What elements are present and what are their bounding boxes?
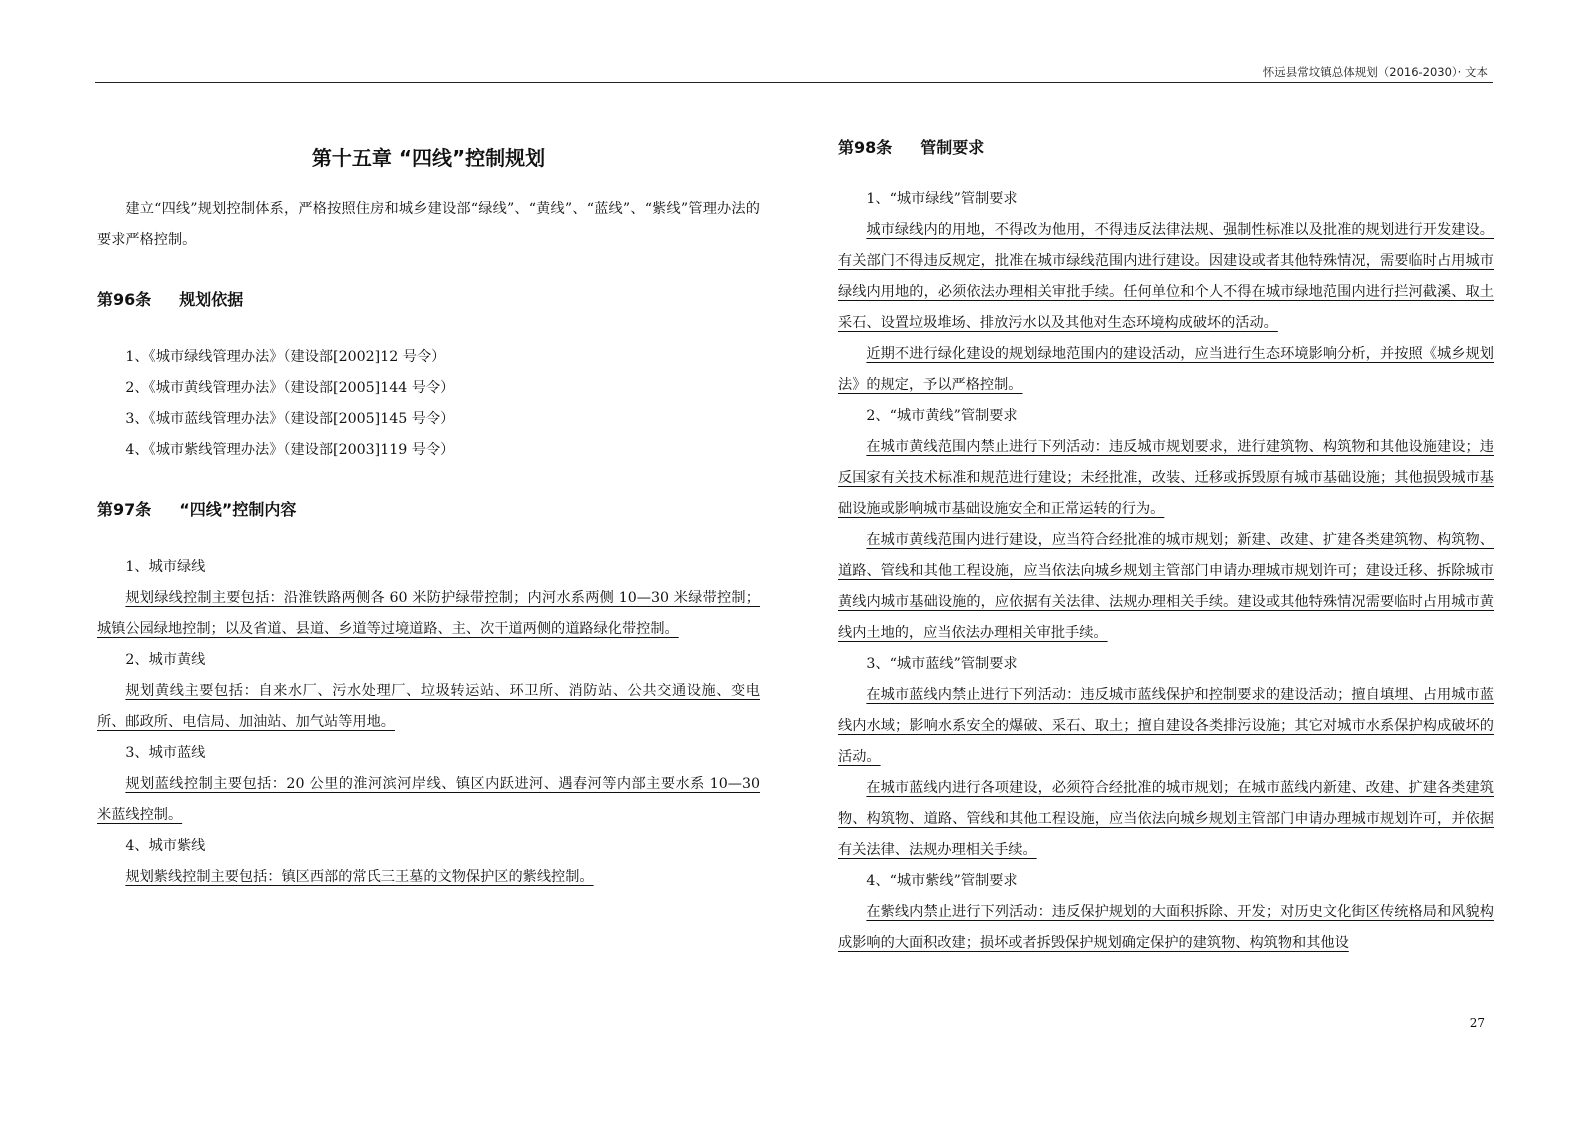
purple-line-label: 4、城市紫线 bbox=[125, 838, 206, 854]
left-column bbox=[97, 138, 760, 893]
article-97-number: 第97条 bbox=[97, 500, 152, 519]
basis-item: 2、《城市黄线管理办法》（建设部[2005]144 号令） bbox=[125, 380, 455, 396]
header-title: 怀远县常坟镇总体规划（2016-2030）· 文本 bbox=[1262, 65, 1488, 79]
article-96-number: 第96条 bbox=[97, 290, 152, 309]
blue-line-label: 3、城市蓝线 bbox=[125, 745, 206, 761]
basis-item: 3、《城市蓝线管理办法》（建设部[2005]145 号令） bbox=[125, 411, 455, 427]
right-column bbox=[838, 126, 1494, 959]
blue-line-text: 规划蓝线控制主要包括：20 公里的淮河滨河岸线、镇区内跃进河、遇春河等内部主要水系 10—30 米蓝线控制。 bbox=[97, 776, 760, 823]
blue-control-label: 3、“城市蓝线”管制要求 bbox=[866, 656, 1018, 672]
blue-control-text-2: 在城市蓝线内进行各项建设，必须符合经批准的城市规划；在城市蓝线内新建、改建、扩建各类建筑物、构筑物、道路、管线和其他工程设施，应当依法向城乡规划主管部门申请办理城市规划许可，并依据有关法律、法规办理相关手续。 bbox=[838, 780, 1494, 858]
green-control-label: 1、“城市绿线”管制要求 bbox=[866, 191, 1018, 207]
article-97-heading bbox=[97, 488, 760, 532]
purple-control-label: 4、“城市紫线”管制要求 bbox=[866, 873, 1018, 889]
yellow-line-label: 2、城市黄线 bbox=[125, 652, 206, 668]
green-control-text-1: 城市绿线内的用地，不得改为他用，不得违反法律法规、强制性标准以及批准的规划进行开发建设。有关部门不得违反规定，批准在城市绿线范围内进行建设。因建设或者其他特殊情况，需要临时占用城市绿线内用地的，必须依法办理相关审批手续。任何单位和个人不得在城市绿地范围内进行拦河截溪、取土采石、设置垃圾堆场、排放污水以及其他对生态环境构成破坏的活动。 bbox=[838, 222, 1494, 331]
article-96-title: 规划依据 bbox=[179, 290, 244, 309]
blue-control-text-1: 在城市蓝线内禁止进行下列活动：违反城市蓝线保护和控制要求的建设活动；擅自填埋、占用城市蓝线内水域；影响水系安全的爆破、采石、取土；擅自建设各类排污设施；其它对城市水系保护构成破坏的活动。 bbox=[838, 687, 1494, 765]
yellow-line-text: 规划黄线主要包括：自来水厂、污水处理厂、垃圾转运站、环卫所、消防站、公共交通设施、变电所、邮政所、电信局、加油站、加气站等用地。 bbox=[97, 683, 760, 730]
chapter-intro: 建立“四线”规划控制体系，严格按照住房和城乡建设部“绿线”、“黄线”、“蓝线”、“紫线”管理办法的要求严格控制。 bbox=[97, 201, 760, 248]
yellow-control-text-1: 在城市黄线范围内禁止进行下列活动：违反城市规划要求，进行建筑物、构筑物和其他设施建设；违反国家有关技术标准和规范进行建设；未经批准，改装、迁移或拆毁原有城市基础设施；其他损毁城市基础设施或影响城市基础设施安全和正常运转的行为。 bbox=[838, 439, 1494, 517]
article-98-title: 管制要求 bbox=[920, 138, 985, 157]
article-98-number: 第98条 bbox=[838, 138, 893, 157]
green-line-text: 规划绿线控制主要包括：沿淮铁路两侧各 60 米防护绿带控制；内河水系两侧 10—30 米绿带控制；城镇公园绿地控制；以及省道、县道、乡道等过境道路、主、次干道两侧的道路绿化带控制。 bbox=[97, 590, 760, 637]
yellow-control-label: 2、“城市黄线”管制要求 bbox=[866, 408, 1018, 424]
purple-control-text-1: 在紫线内禁止进行下列活动：违反保护规划的大面积拆除、开发；对历史文化街区传统格局和风貌构成影响的大面积改建；损坏或者拆毁保护规划确定保护的建筑物、构筑物和其他设 bbox=[838, 904, 1494, 951]
basis-item: 1、《城市绿线管理办法》（建设部[2002]12 号令） bbox=[125, 349, 446, 365]
article-98-heading bbox=[838, 126, 1494, 170]
chapter-title: 第十五章 “四线”控制规划 bbox=[311, 146, 546, 170]
yellow-control-text-2: 在城市黄线范围内进行建设，应当符合经批准的城市规划；新建、改建、扩建各类建筑物、构筑物、道路、管线和其他工程设施，应当依法向城乡规划主管部门申请办理城市规划许可；建设迁移、拆除城市黄线内城市基础设施的，应依据有关法律、法规办理相关手续。建设或其他特殊情况需要临时占用城市黄线内土地的，应当依法办理相关审批手续。 bbox=[838, 532, 1494, 641]
green-control-text-2: 近期不进行绿化建设的规划绿地范围内的建设活动，应当进行生态环境影响分析，并按照《城乡规划法》的规定，予以严格控制。 bbox=[838, 346, 1494, 393]
basis-item: 4、《城市紫线管理办法》（建设部[2003]119 号令） bbox=[125, 442, 455, 458]
green-line-label: 1、城市绿线 bbox=[125, 559, 206, 575]
page-number: 27 bbox=[1469, 1016, 1485, 1030]
header-rule bbox=[95, 82, 1493, 83]
purple-line-text: 规划紫线控制主要包括：镇区西部的常氏三王墓的文物保护区的紫线控制。 bbox=[125, 869, 594, 885]
article-97-title: “四线”控制内容 bbox=[179, 500, 297, 519]
article-96-heading bbox=[97, 278, 760, 322]
